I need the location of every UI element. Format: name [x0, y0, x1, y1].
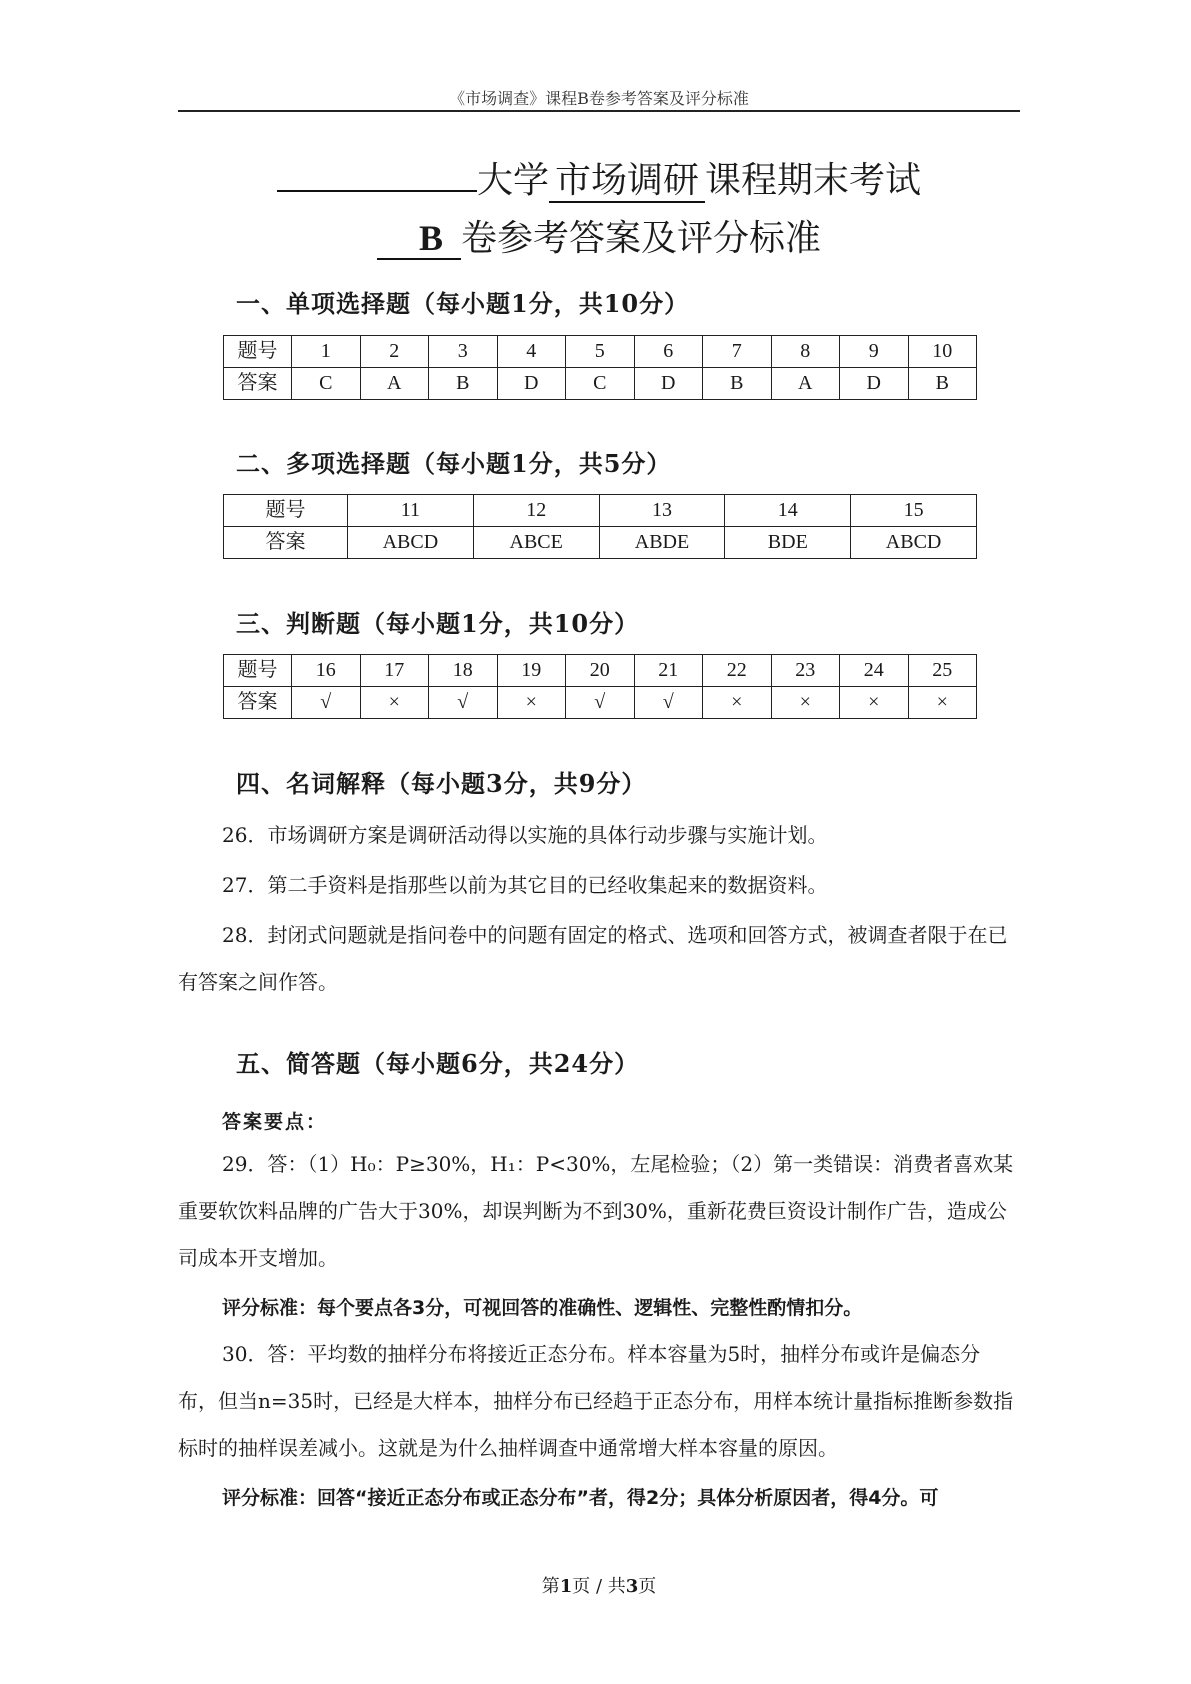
answer-cell: ABCD: [348, 527, 474, 559]
row-label-number: 题号: [224, 336, 292, 368]
answer-cell: C: [566, 368, 635, 400]
answer-cell: ×: [771, 687, 840, 719]
title-univ-suffix: 大学: [476, 160, 549, 201]
answer-cell: B: [429, 368, 498, 400]
table-row-answers: [224, 527, 977, 559]
scoring-29: 评分标准：每个要点各3分，可视回答的准确性、逻辑性、完整性酌情扣分。: [222, 1297, 863, 1319]
exam-title-line2: [178, 215, 1020, 263]
question-number-cell: 16: [292, 655, 361, 687]
section-heading-multiple-choice: 二、多项选择题（每小题1分，共5分）: [236, 449, 672, 478]
answer-cell: √: [429, 687, 498, 719]
answer-cell: C: [292, 368, 361, 400]
question-number-cell: 1: [292, 336, 361, 368]
row-label-answer: 答案: [224, 687, 292, 719]
question-number-cell: 17: [360, 655, 429, 687]
title-subject: 市场调研: [549, 161, 705, 203]
row-label-number: 题号: [224, 655, 292, 687]
answer-30: 30．答：平均数的抽样分布将接近正态分布。样本容量为5时，抽样分布或许是偏态分布，但当n=35时，已经是大样本，抽样分布已经趋于正态分布，用样本统计量指标推断参数指标时的抽样误差减小。这就是为什么抽样调查中通常增大样本容量的原因。: [178, 1342, 1014, 1460]
definition-item-26: 26．市场调研方案是调研活动得以实施的具体行动步骤与实施计划。: [222, 823, 828, 847]
question-number-cell: 13: [599, 495, 725, 527]
question-number-cell: 7: [703, 336, 772, 368]
question-number-cell: 9: [840, 336, 909, 368]
question-number-cell: 25: [908, 655, 977, 687]
answer-cell: B: [703, 368, 772, 400]
answer-cell: BDE: [725, 527, 851, 559]
answer-cell: ×: [840, 687, 909, 719]
question-number-cell: 10: [908, 336, 977, 368]
answer-cell: ×: [703, 687, 772, 719]
question-number-cell: 2: [360, 336, 429, 368]
question-number-cell: 21: [634, 655, 703, 687]
section-heading-single-choice: 一、单项选择题（每小题1分，共10分）: [236, 289, 690, 318]
definition-item-28: 28．封闭式问题就是指问卷中的问题有固定的格式、选项和回答方式，被调查者限于在已有答案之间作答。: [178, 923, 1008, 994]
current-page-number: 1: [559, 1576, 573, 1597]
table-row-answers: [224, 687, 977, 719]
row-label-answer: 答案: [224, 368, 292, 400]
answer-cell: D: [497, 368, 566, 400]
question-number-cell: 11: [348, 495, 474, 527]
exam-title-line1: [178, 150, 1020, 205]
section-heading-true-false: 三、判断题（每小题1分，共10分）: [236, 609, 640, 638]
table-row-numbers: [224, 495, 977, 527]
true-false-answer-table: [223, 654, 977, 719]
answer-cell: D: [840, 368, 909, 400]
answer-cell: ×: [497, 687, 566, 719]
answer-cell: ×: [908, 687, 977, 719]
single-choice-answer-table: [223, 335, 977, 400]
header-rule: [178, 110, 1020, 112]
question-number-cell: 14: [725, 495, 851, 527]
answer-cell: ×: [360, 687, 429, 719]
answer-cell: ABDE: [599, 527, 725, 559]
key-points-label: 答案要点：: [222, 1111, 328, 1133]
question-number-cell: 22: [703, 655, 772, 687]
paper-version: B: [377, 218, 461, 260]
answer-cell: B: [908, 368, 977, 400]
scoring-30: 评分标准：回答“接近正态分布或正态分布”者，得2分；具体分析原因者，得4分。可: [222, 1487, 939, 1509]
answer-cell: √: [566, 687, 635, 719]
question-number-cell: 6: [634, 336, 703, 368]
question-number-cell: 19: [497, 655, 566, 687]
row-label-number: 题号: [224, 495, 348, 527]
title-rest: 课程期末考试: [705, 160, 922, 201]
question-number-cell: 20: [566, 655, 635, 687]
question-number-cell: 3: [429, 336, 498, 368]
answer-cell: D: [634, 368, 703, 400]
multiple-choice-answer-table: [223, 494, 977, 559]
question-number-cell: 12: [473, 495, 599, 527]
definition-item-27: 27．第二手资料是指那些以前为其它目的已经收集起来的数据资料。: [222, 873, 828, 897]
question-number-cell: 15: [851, 495, 977, 527]
university-blank: [277, 150, 477, 192]
section-heading-term-definitions: 四、名词解释（每小题3分，共9分）: [236, 769, 647, 798]
answer-cell: √: [292, 687, 361, 719]
title2-rest: 卷参考答案及评分标准: [461, 218, 822, 259]
total-page-count: 3: [625, 1576, 639, 1597]
page-footer: 第1页 / 共3页: [541, 1576, 657, 1597]
question-number-cell: 8: [771, 336, 840, 368]
answer-cell: ABCE: [473, 527, 599, 559]
table-row-answers: [224, 368, 977, 400]
table-row-numbers: [224, 655, 977, 687]
question-number-cell: 24: [840, 655, 909, 687]
question-number-cell: 4: [497, 336, 566, 368]
running-head: 《市场调查》课程B卷参考答案及评分标准: [449, 89, 749, 108]
answer-cell: ABCD: [851, 527, 977, 559]
table-row-numbers: [224, 336, 977, 368]
answer-cell: √: [634, 687, 703, 719]
answer-29: 29．答：（1）H₀：P≥30%，H₁：P<30%，左尾检验；（2）第一类错误：消费者喜欢某重要软饮料品牌的广告大于30%，却误判断为不到30%，重新花费巨资设计制作广告，造成公司成本开支增加。: [178, 1152, 1014, 1270]
section-heading-short-answer: 五、简答题（每小题6分，共24分）: [236, 1049, 640, 1078]
question-number-cell: 23: [771, 655, 840, 687]
question-number-cell: 5: [566, 336, 635, 368]
answer-cell: A: [771, 368, 840, 400]
answer-cell: A: [360, 368, 429, 400]
row-label-answer: 答案: [224, 527, 348, 559]
question-number-cell: 18: [429, 655, 498, 687]
